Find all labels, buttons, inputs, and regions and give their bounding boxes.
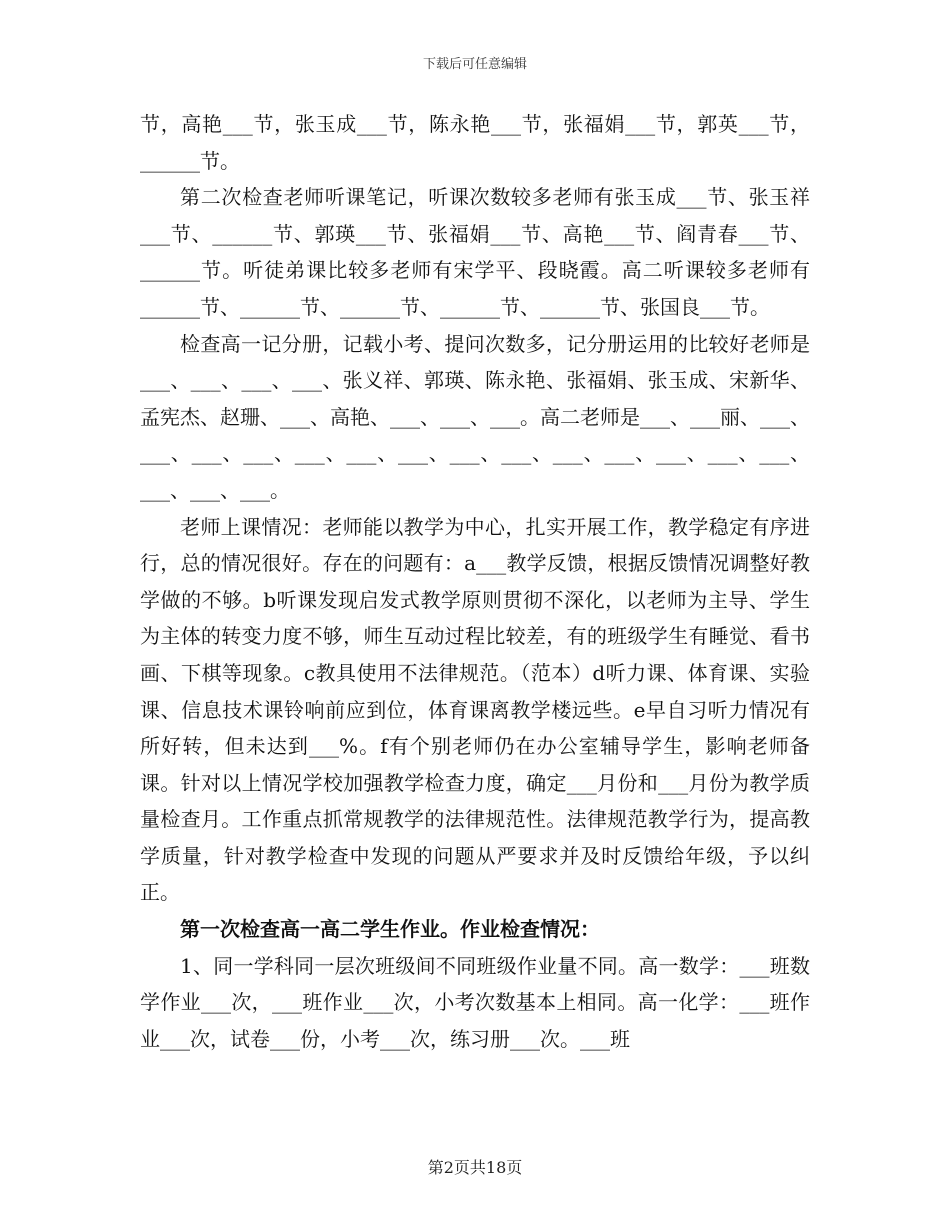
paragraph-teaching-status: 老师上课情况：老师能以教学为中心，扎实开展工作，教学稳定有序进行，总的情况很好。存在的问题有：a___教学反馈，根据反馈情况调整好教学做的不够。b听课发现启发式教学原则贯彻不深化，以老师为主导、学生为主体的转变力度不够，师生互动过程比较差，有的班级学生有睡觉、看书画、下棋等现象。c教具使用不法律规范。（范本）d听力课、体育课、实验课、信息技术课铃响前应到位，体育课离教学楼远些。e早自习听力情况有所好转，但未达到___%。f有个别老师仍在办公室辅导学生，影响老师备课。针对以上情况学校加强教学检查力度，确定___月份和___月份为教学质量检查月。工作重点抓常规教学的法律规范性。法律规范教学行为，提高教学质量，针对教学检查中发现的问题从严要求并及时反馈给年级，予以纠正。	[140, 514, 810, 905]
page-footer: 第2页共18页	[427, 1158, 523, 1177]
document-body	[140, 106, 810, 1057]
page-header: 下载后可任意编辑	[422, 57, 527, 72]
paragraph-lecture-notes: 第二次检查老师听课笔记，听课次数较多老师有张玉成___节、张玉祥___节、______节、郭瑛___节、张福娟___节、高艳___节、阎青春___节、______节。听徒弟课比较多老师有宋学平、段晓霞。高二听课较多老师有______节、______节、______节、______节、______节、张国良___节。	[140, 185, 810, 319]
paragraph-homework-item-1: 1、同一学科同一层次班级间不同班级作业量不同。高一数学：___班数学作业___次，___班作业___次，小考次数基本上相同。高一化学：___班作业___次，试卷___份，小考___次，练习册___次。___班	[140, 953, 810, 1051]
paragraph-gradebook: 检查高一记分册，记载小考、提问次数多，记分册运用的比较好老师是___、___、___、___、张义祥、郭瑛、陈永艳、张福娟、张玉成、宋新华、孟宪杰、赵珊、___、高艳、___、___、___。高二老师是___、___丽、___、___、___、___、___、___、___、___、___、___、___、___、___、___、___、___、___。	[140, 331, 810, 502]
section-heading-homework: 第一次检查高一高二学生作业。作业检查情况：	[180, 917, 600, 942]
paragraph-continuation: 节，高艳___节，张玉成___节，陈永艳___节，张福娟___节，郭英___节，______节。	[140, 112, 810, 173]
